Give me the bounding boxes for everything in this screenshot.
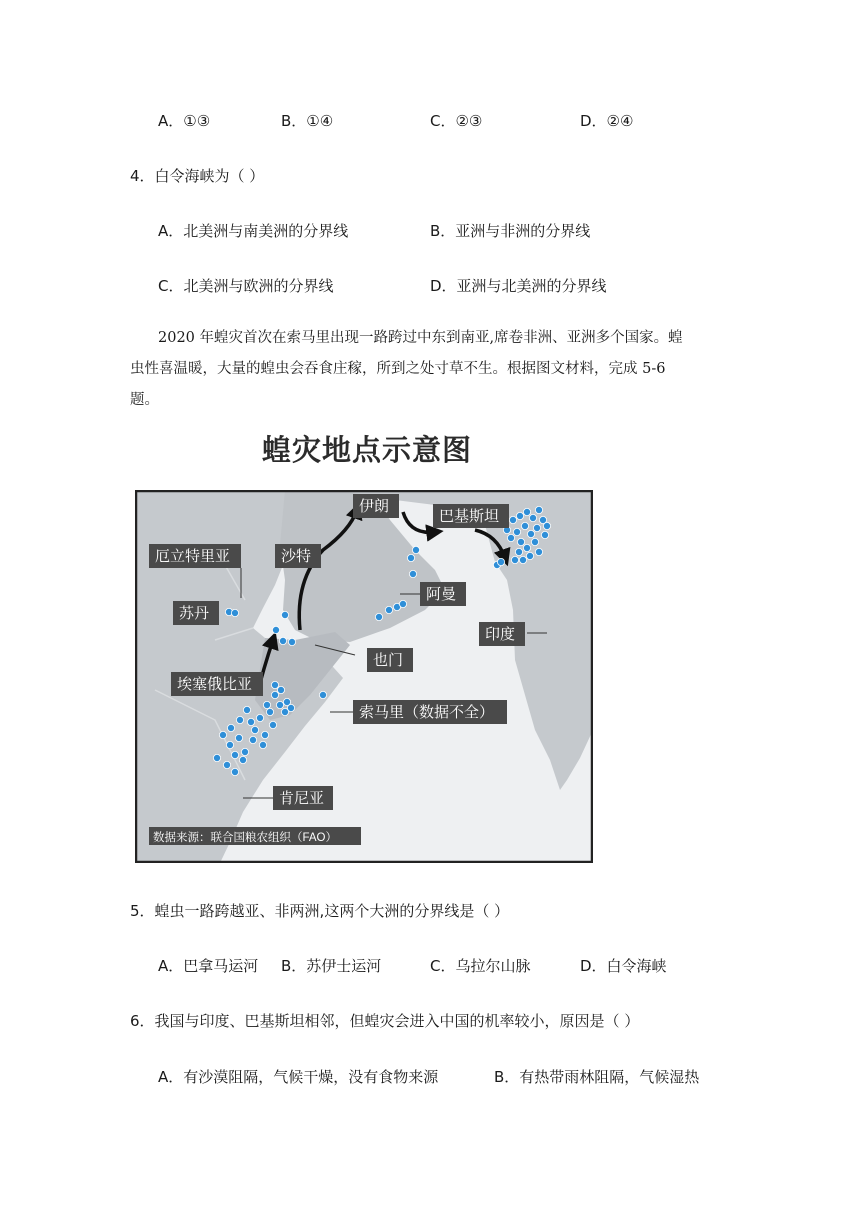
- locust-dot: [516, 512, 523, 519]
- locust-dot: [271, 691, 278, 698]
- locust-dot: [271, 681, 278, 688]
- locust-dot: [531, 538, 538, 545]
- locust-dot: [529, 514, 536, 521]
- locust-dot: [263, 701, 270, 708]
- locust-dot: [521, 522, 528, 529]
- locust-dot: [515, 548, 522, 555]
- passage-line-3: 题。: [130, 392, 159, 408]
- locust-dot: [535, 548, 542, 555]
- label-saudi: 沙特: [281, 548, 312, 565]
- locust-dot: [239, 756, 246, 763]
- q4-option-d: D．亚洲与北美洲的分界线: [430, 277, 607, 295]
- locust-dot: [409, 570, 416, 577]
- locust-dot: [261, 731, 268, 738]
- q4-stem: 4．白令海峡为（ ）: [130, 167, 265, 185]
- locust-dot: [281, 611, 288, 618]
- figure-title: 蝗灾地点示意图: [262, 433, 473, 467]
- label-iran: 伊朗: [359, 498, 390, 515]
- locust-dot: [513, 528, 520, 535]
- locust-dot: [223, 761, 230, 768]
- locust-dot: [276, 701, 283, 708]
- locust-dot: [507, 534, 514, 541]
- data-source: 数据来源：联合国粮农组织（FAO）: [153, 832, 338, 844]
- locust-dot: [519, 556, 526, 563]
- locust-dot: [319, 691, 326, 698]
- locust-dot: [269, 721, 276, 728]
- locust-dot: [277, 686, 284, 693]
- locust-dot: [249, 736, 256, 743]
- q5-option-b: B．苏伊士运河: [281, 957, 382, 975]
- locust-dot: [497, 558, 504, 565]
- locust-map: [135, 490, 593, 863]
- label-india: 印度: [485, 626, 516, 643]
- locust-dot: [236, 716, 243, 723]
- locust-dot: [213, 754, 220, 761]
- q5-option-a: A．巴拿马运河: [158, 957, 259, 975]
- locust-dot: [509, 516, 516, 523]
- q3-option-c: C．②③: [430, 112, 483, 130]
- q4-option-a: A．北美洲与南美洲的分界线: [158, 222, 349, 240]
- locust-dot: [227, 724, 234, 731]
- locust-dot: [247, 718, 254, 725]
- label-ethiopia: 埃塞俄比亚: [177, 676, 253, 693]
- label-somalia: 索马里（数据不全）: [359, 704, 495, 721]
- q4-option-c: C．北美洲与欧洲的分界线: [158, 277, 334, 295]
- locust-dot: [385, 606, 392, 613]
- locust-dot: [235, 734, 242, 741]
- locust-dot: [219, 731, 226, 738]
- q6-stem: 6．我国与印度、巴基斯坦相邻，但蝗灾会进入中国的机率较小，原因是（ ）: [130, 1012, 640, 1030]
- label-sudan: 苏丹: [179, 605, 210, 622]
- locust-dot: [288, 638, 295, 645]
- q6-option-b: B．有热带雨林阻隔，气候湿热: [494, 1068, 700, 1086]
- locust-dot: [535, 506, 542, 513]
- locust-dot: [287, 704, 294, 711]
- q3-option-b: B．①④: [281, 112, 334, 130]
- label-eritrea: 厄立特里亚: [155, 548, 231, 565]
- locust-dot: [412, 546, 419, 553]
- locust-dot: [279, 637, 286, 644]
- locust-dot: [375, 613, 382, 620]
- locust-dot: [526, 552, 533, 559]
- locust-dot: [256, 714, 263, 721]
- locust-dot: [517, 538, 524, 545]
- locust-dot: [231, 609, 238, 616]
- locust-dot: [523, 544, 530, 551]
- locust-dot: [407, 554, 414, 561]
- locust-dot: [543, 522, 550, 529]
- locust-dot: [527, 530, 534, 537]
- q6-option-a: A．有沙漠阻隔，气候干燥，没有食物来源: [158, 1068, 439, 1086]
- locust-dot: [541, 531, 548, 538]
- q3-option-d: D．②④: [580, 112, 634, 130]
- q5-stem: 5．蝗虫一路跨越亚、非两洲,这两个大洲的分界线是（ ）: [130, 902, 510, 920]
- locust-dot: [523, 508, 530, 515]
- locust-dot: [272, 626, 279, 633]
- label-pakistan: 巴基斯坦: [439, 508, 500, 525]
- locust-dot: [243, 706, 250, 713]
- locust-dot: [399, 600, 406, 607]
- locust-dot: [251, 726, 258, 733]
- q4-option-b: B．亚洲与非洲的分界线: [430, 222, 591, 240]
- locust-dot: [226, 741, 233, 748]
- q5-option-c: C．乌拉尔山脉: [430, 957, 531, 975]
- q3-option-a: A．①③: [158, 112, 211, 130]
- locust-dot: [241, 748, 248, 755]
- q5-option-d: D．白令海峡: [580, 957, 667, 975]
- passage-line-2: 虫性喜温暖，大量的蝗虫会吞食庄稼，所到之处寸草不生。根据图文材料，完成 5-6: [130, 361, 666, 377]
- label-oman: 阿曼: [426, 586, 457, 603]
- label-yemen: 也门: [373, 652, 404, 669]
- passage-line-1: 2020 年蝗灾首次在索马里出现一路跨过中东到南亚,席卷非洲、亚洲多个国家。蝗: [158, 330, 683, 346]
- locust-dot: [266, 708, 273, 715]
- label-kenya: 肯尼亚: [279, 790, 325, 807]
- locust-dot: [259, 741, 266, 748]
- locust-dot: [533, 524, 540, 531]
- locust-dot: [231, 768, 238, 775]
- locust-dot: [231, 751, 238, 758]
- locust-dot: [511, 556, 518, 563]
